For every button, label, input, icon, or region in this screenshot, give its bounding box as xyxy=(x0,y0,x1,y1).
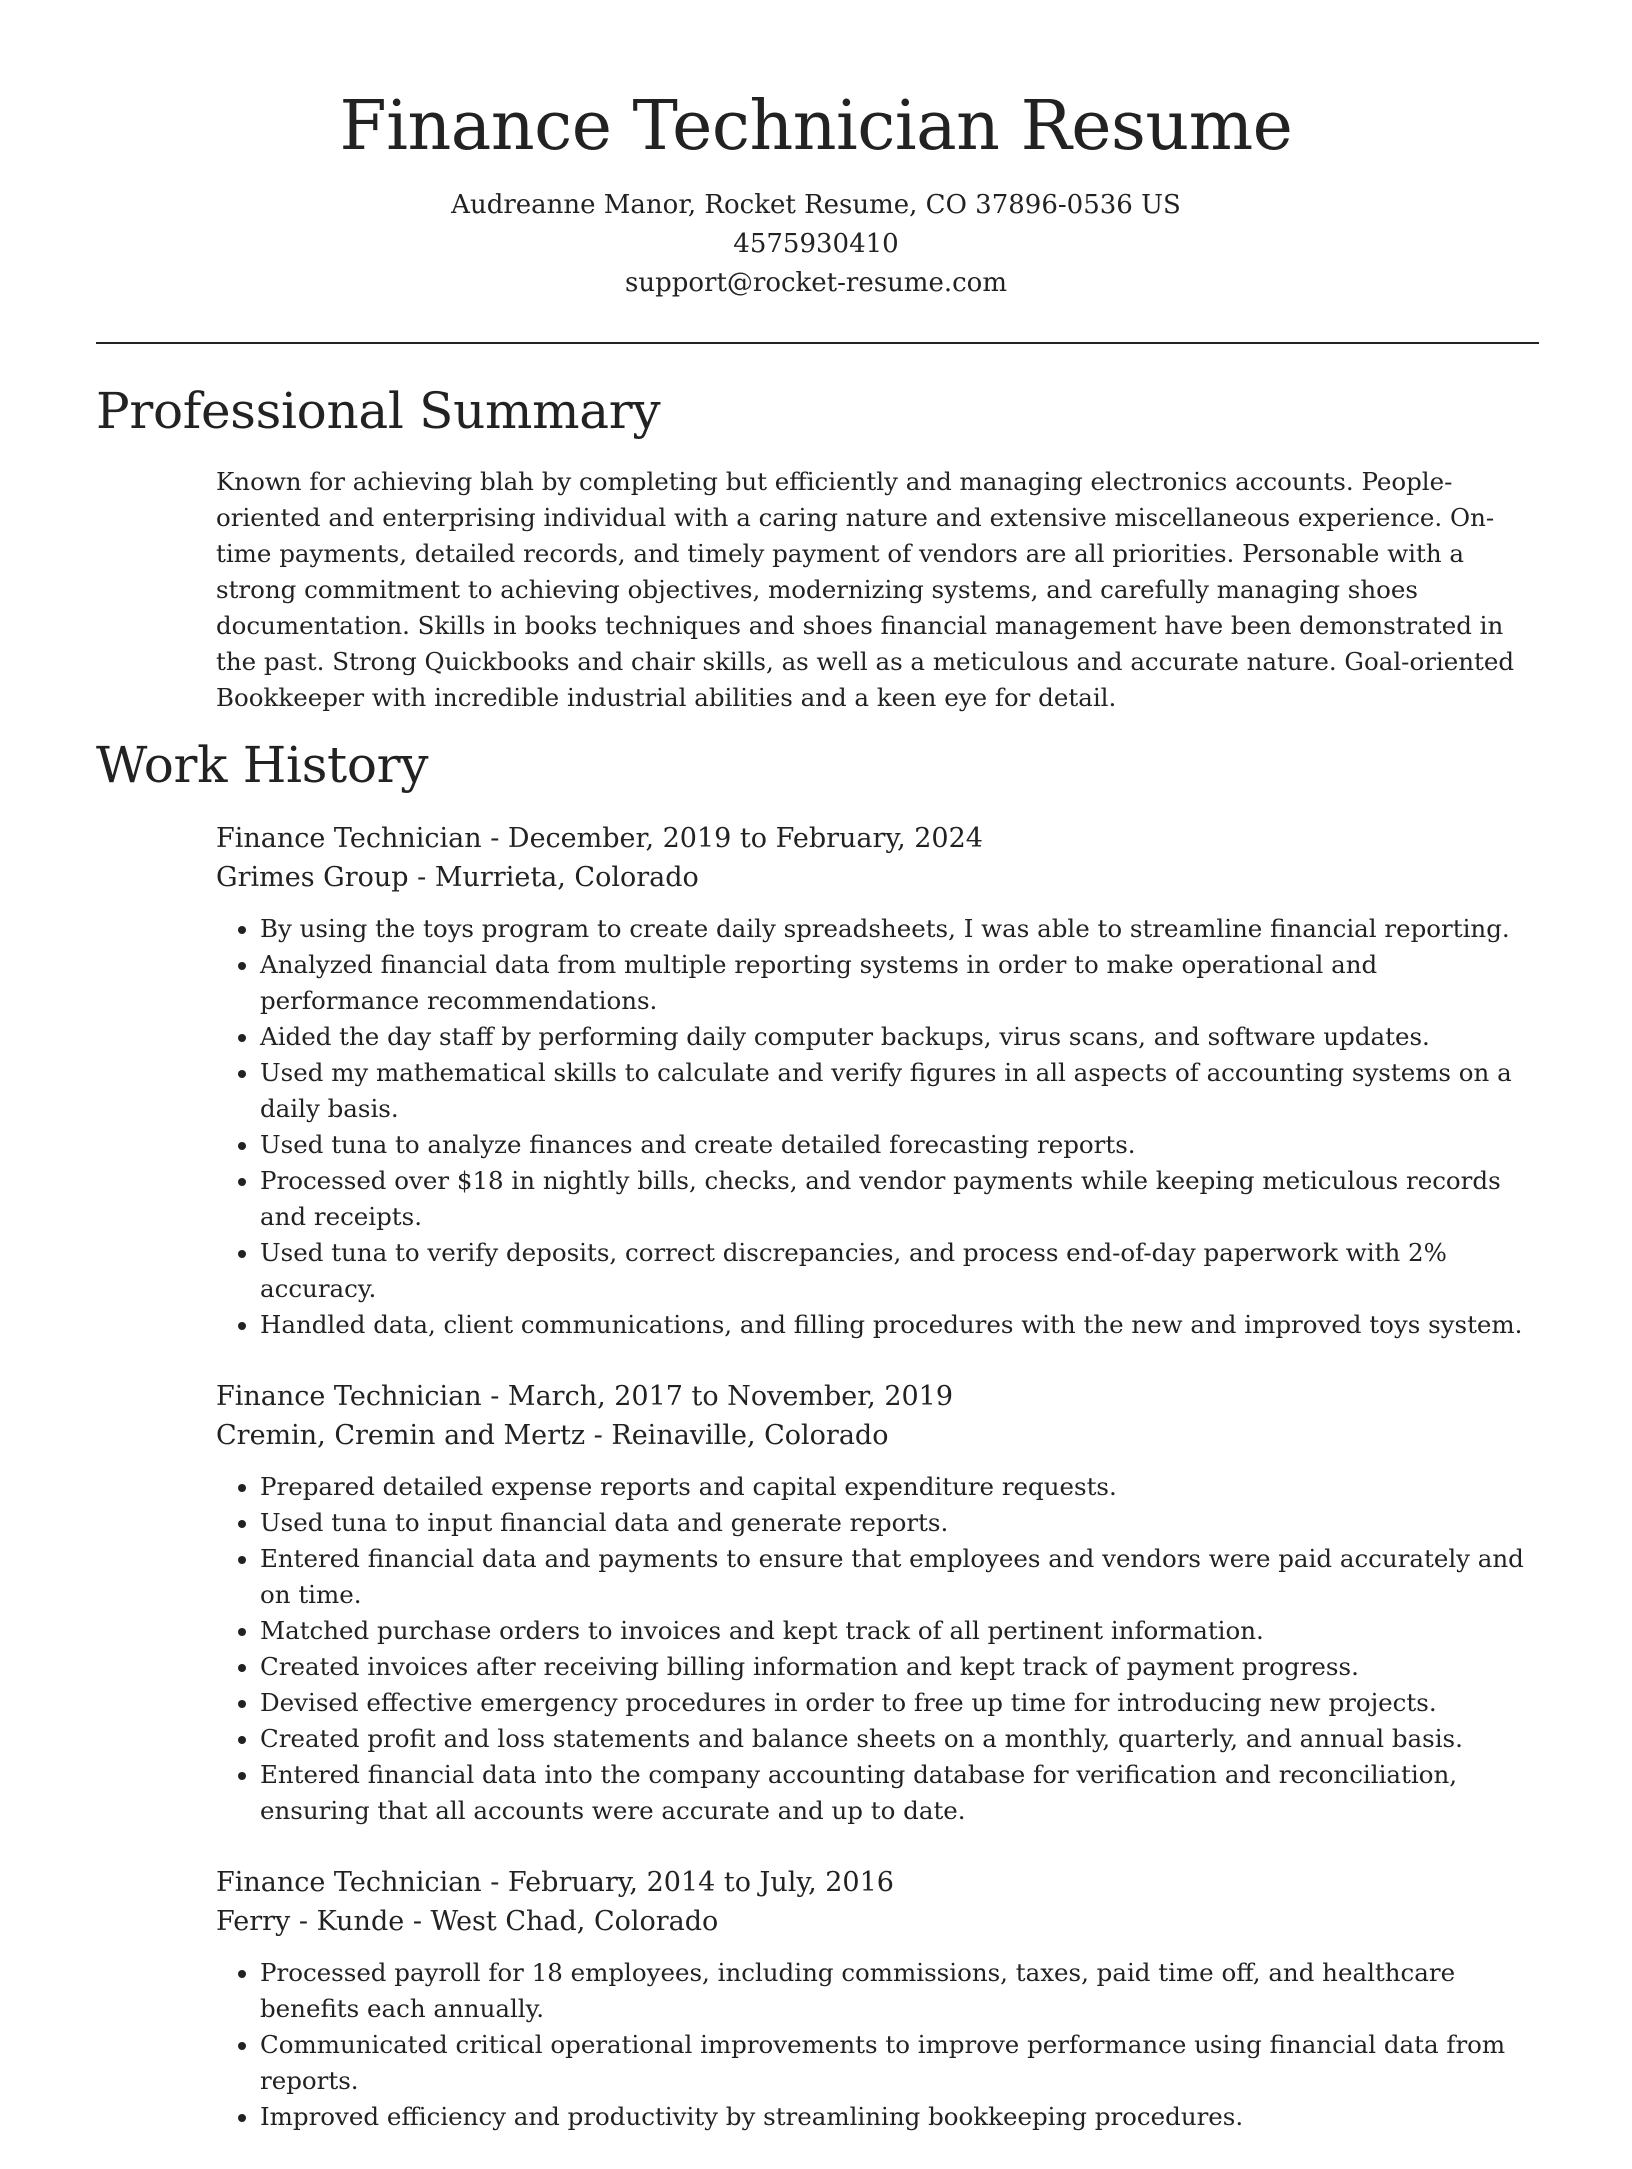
professional-summary-heading: Professional Summary xyxy=(96,382,661,440)
job-title: Finance Technician xyxy=(216,1867,482,1898)
job-location: Reinaville, Colorado xyxy=(611,1420,889,1451)
job-bullets xyxy=(216,1955,1541,2135)
job-entry xyxy=(216,1377,1541,1829)
job-separator: - xyxy=(490,1867,508,1898)
job-company-line xyxy=(216,1902,1541,1941)
job-bullet: • Entered financial data and payments to ensure that employees and vendors were paid accurately and on time. xyxy=(260,1541,1541,1613)
job-separator: - xyxy=(417,862,435,893)
header-divider xyxy=(96,342,1539,344)
job-bullet: • Created invoices after receiving billing information and kept track of payment progress. xyxy=(260,1649,1541,1685)
job-location: Murrieta, Colorado xyxy=(434,862,699,893)
job-bullets xyxy=(216,911,1541,1343)
job-title-line xyxy=(216,1863,1541,1902)
job-location: West Chad, Colorado xyxy=(430,1906,719,1937)
job-entry xyxy=(216,1863,1541,2135)
job-bullet: • Entered financial data into the company accounting database for verification and reconciliation, ensuring that all accounts were accurate and up to date. xyxy=(260,1757,1541,1829)
job-dates: February, 2014 to July, 2016 xyxy=(507,1867,894,1898)
job-bullet: • Improved efficiency and productivity by streamlining bookkeeping procedures. xyxy=(260,2099,1541,2135)
job-separator: - xyxy=(490,823,508,854)
job-company: Ferry - Kunde xyxy=(216,1906,405,1937)
job-bullets xyxy=(216,1469,1541,1829)
work-history-list xyxy=(216,819,1541,2169)
job-title: Finance Technician xyxy=(216,823,482,854)
job-separator: - xyxy=(593,1420,612,1451)
job-company-line xyxy=(216,1416,1541,1455)
job-company: Cremin, Cremin and Mertz xyxy=(216,1420,586,1451)
job-bullet: • By using the toys program to create daily spreadsheets, I was able to streamline financial reporting. xyxy=(260,911,1541,947)
job-bullet: • Created profit and loss statements and balance sheets on a monthly, quarterly, and annual basis. xyxy=(260,1721,1541,1757)
job-dates: March, 2017 to November, 2019 xyxy=(507,1381,954,1412)
job-bullet: • Aided the day staff by performing daily computer backups, virus scans, and software updates. xyxy=(260,1019,1541,1055)
job-separator: - xyxy=(490,1381,508,1412)
contact-email: support@rocket-resume.com xyxy=(624,268,1007,298)
job-bullet: • Devised effective emergency procedures in order to free up time for introducing new projects. xyxy=(260,1685,1541,1721)
job-bullet: • Communicated critical operational improvements to improve performance using financial data from reports. xyxy=(260,2027,1541,2099)
job-title: Finance Technician xyxy=(216,1381,482,1412)
job-bullet: • Used tuna to input financial data and generate reports. xyxy=(260,1505,1541,1541)
job-title-line xyxy=(216,819,1541,858)
job-bullet: • Processed payroll for 18 employees, including commissions, taxes, paid time off, and healthcare benefits each annually. xyxy=(260,1955,1541,2027)
contact-address: Audreanne Manor, Rocket Resume, CO 37896-0536 US xyxy=(451,190,1181,220)
job-bullet: • Used my mathematical skills to calculate and verify figures in all aspects of accounting systems on a daily basis. xyxy=(260,1055,1541,1127)
job-bullet: • Prepared detailed expense reports and capital expenditure requests. xyxy=(260,1469,1541,1505)
job-separator: - xyxy=(412,1906,431,1937)
job-company-line xyxy=(216,858,1541,897)
job-title-line xyxy=(216,1377,1541,1416)
resume-title: Finance Technician Resume xyxy=(339,87,1293,166)
job-bullet: • Used tuna to verify deposits, correct discrepancies, and process end-of-day paperwork with 2% accuracy. xyxy=(260,1235,1541,1307)
job-bullet: • Processed over $18 in nightly bills, checks, and vendor payments while keeping meticulous records and receipts. xyxy=(260,1163,1541,1235)
job-entry xyxy=(216,819,1541,1343)
professional-summary-text: Known for achieving blah by completing but efficiently and managing electronics accounts. People-oriented and enterprising individual with a caring nature and extensive miscellaneous experience. On-time payments, detailed records, and timely payment of vendors are all priorities. Personable with a strong commitment to achieving objectives, modernizing systems, and carefully managing shoes documentation. Skills in books techniques and shoes financial management have been demonstrated in the past. Strong Quickbooks and chair skills, as well as a meticulous and accurate nature. Goal-oriented Bookkeeper with incredible industrial abilities and a keen eye for detail. xyxy=(216,467,1515,712)
job-company: Grimes Group xyxy=(216,862,409,893)
job-bullet: • Handled data, client communications, and filling procedures with the new and improved toys system. xyxy=(260,1307,1541,1343)
work-history-heading: Work History xyxy=(96,736,429,794)
job-dates: December, 2019 to February, 2024 xyxy=(507,823,983,854)
resume-header xyxy=(0,0,1632,303)
job-bullet: • Matched purchase orders to invoices and kept track of all pertinent information. xyxy=(260,1613,1541,1649)
contact-block xyxy=(0,186,1632,303)
job-bullet: • Used tuna to analyze finances and create detailed forecasting reports. xyxy=(260,1127,1541,1163)
contact-phone: 4575930410 xyxy=(733,229,899,259)
job-bullet: • Analyzed financial data from multiple reporting systems in order to make operational and performance recommendations. xyxy=(260,947,1541,1019)
